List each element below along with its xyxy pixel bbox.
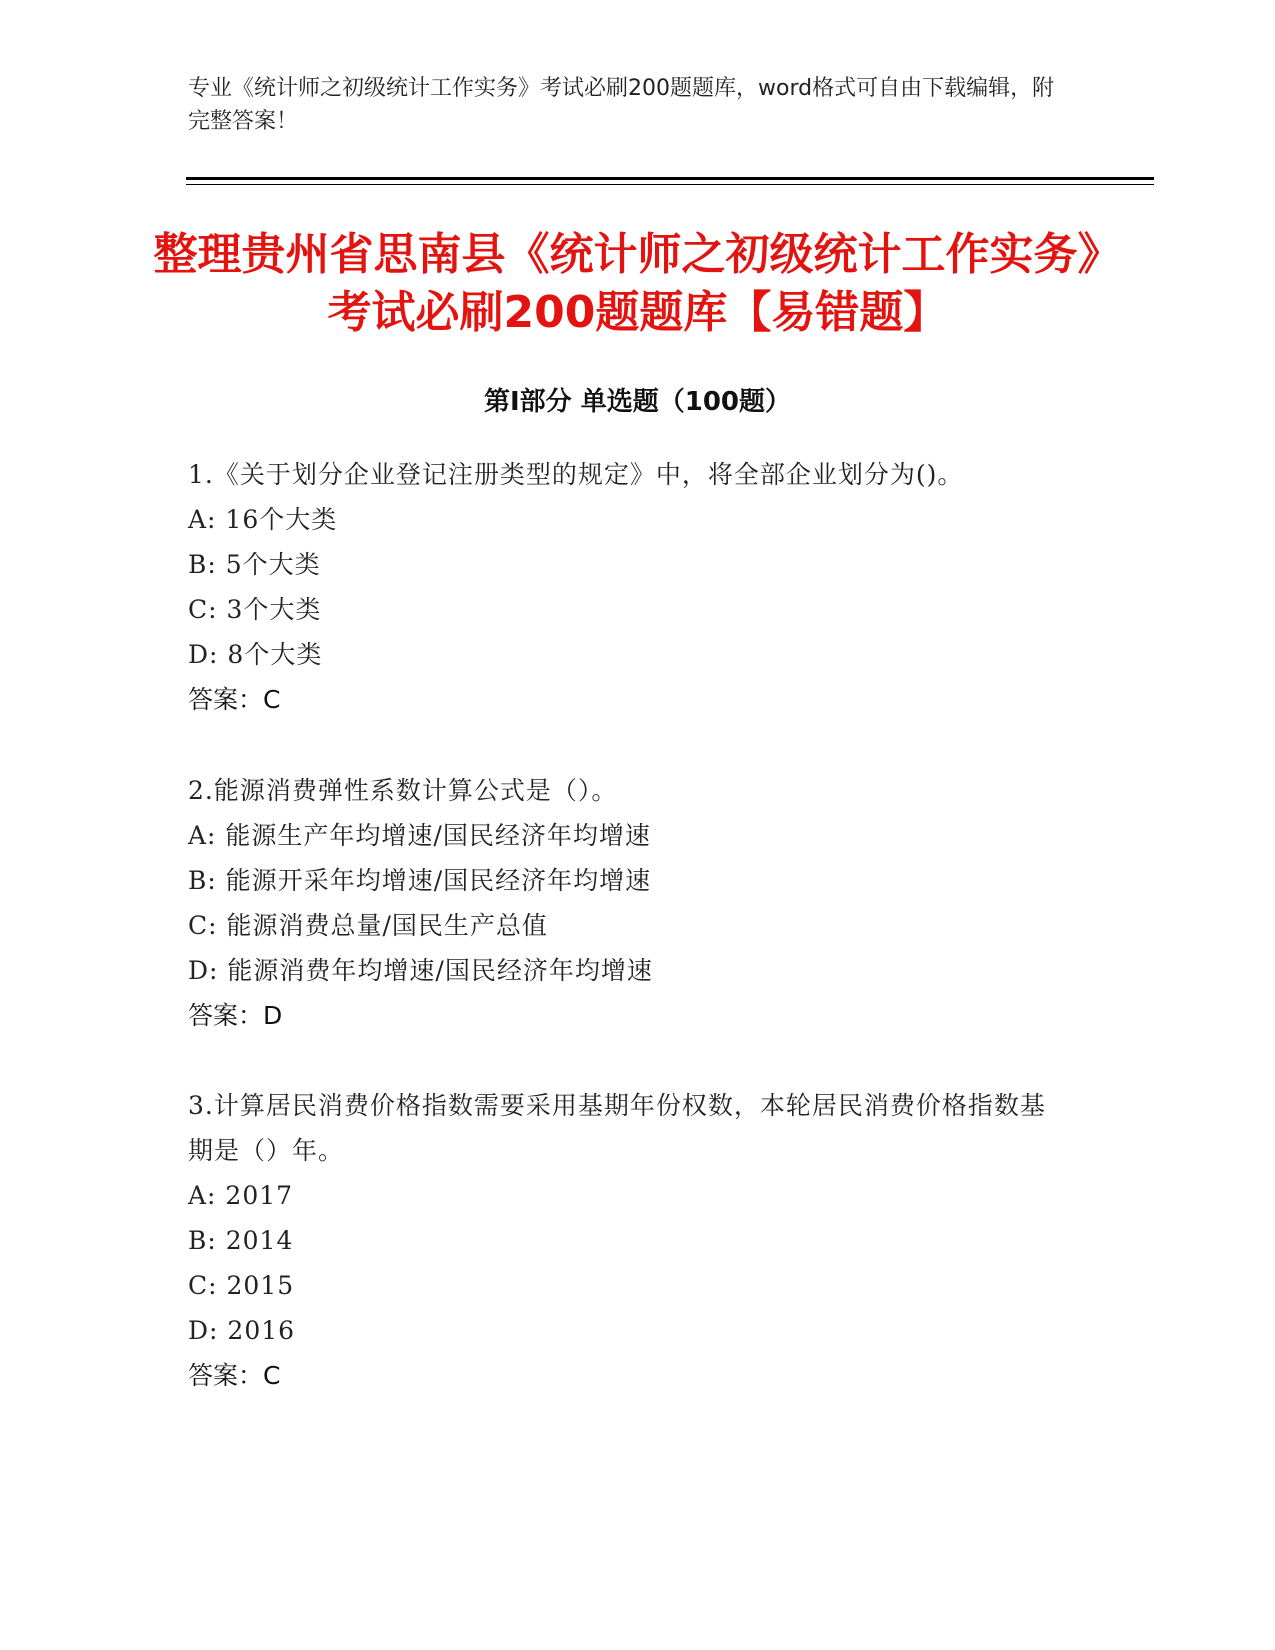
- question-stem: 3.计算居民消费价格指数需要采用基期年份权数，本轮居民消费价格指数基期是（）年。: [188, 1091, 1046, 1165]
- option-b: B: 2014: [188, 1226, 294, 1255]
- header-divider-thick: [186, 177, 1154, 180]
- option-c: C: 2015: [188, 1271, 295, 1300]
- question-stem: 2.能源消费弹性系数计算公式是（）。: [188, 776, 618, 805]
- header-note: 专业《统计师之初级统计工作实务》考试必刷200题题库，word格式可自由下载编辑，附完整答案！: [188, 76, 1055, 134]
- question-3: [188, 1083, 1068, 1398]
- option-d: D: 8个大类: [188, 640, 323, 669]
- option-d: D: 能源消费年均增速/国民经济年均增速: [188, 956, 653, 985]
- option-c: C: 能源消费总量/国民生产总值: [188, 911, 548, 940]
- answer: 答案：C: [188, 1361, 281, 1390]
- document-title: 整理贵州省思南县《统计师之初级统计工作实务》考试必刷200题题库【易错题】: [153, 229, 1122, 338]
- header-divider-thin: [186, 184, 1154, 185]
- option-b: B: 5个大类: [188, 550, 321, 579]
- answer: 答案：C: [188, 685, 281, 714]
- option-b: B: 能源开采年均增速/国民经济年均增速: [188, 866, 652, 895]
- question-1: [188, 452, 1068, 722]
- option-d: D: 2016: [188, 1316, 296, 1345]
- answer: 答案：D: [188, 1001, 283, 1030]
- option-a: A: 能源生产年均增速/国民经济年均增速: [188, 821, 651, 850]
- option-c: C: 3个大类: [188, 595, 322, 624]
- section-title: 第Ⅰ部分 单选题（100题）: [484, 387, 791, 417]
- question-2: [188, 768, 1068, 1038]
- question-stem: 1.《关于划分企业登记注册类型的规定》中，将全部企业划分为()。: [188, 460, 964, 489]
- option-a: A: 16个大类: [188, 505, 338, 534]
- option-a: A: 2017: [188, 1181, 294, 1210]
